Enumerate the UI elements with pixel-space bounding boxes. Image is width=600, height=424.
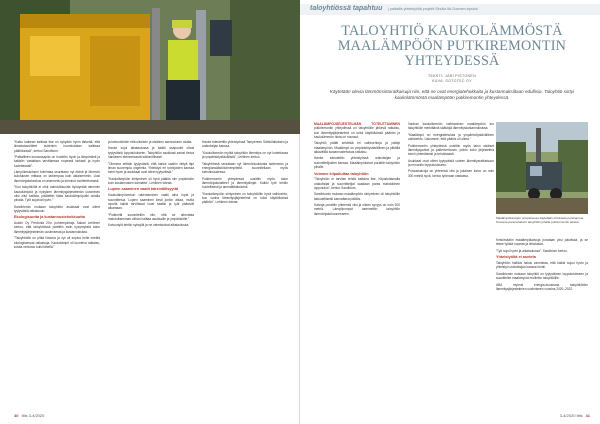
page-number: 41	[585, 413, 590, 418]
paragraph: ”Maalämpö on energiatehokas ja ympäristöystävällinen vaihtoehto. Uskomme, että päätös oli oikea.”	[408, 132, 494, 142]
paragraph: ”Kaukolämmön myötä taloyhtiön lämmitys on nyt luotettavaa ja ympäristöystävällistä”, Lehtinen kertoo.	[202, 150, 288, 160]
paragraph: Putkiremontin yhteydessä uusittiin myös talon sisäiset lämmitysputket ja patteriverkosto, jolloin koko järjestelmä toimii yhtenäisesti ja tehokkaasti.	[408, 143, 494, 157]
paragraph: Vanhan kaukolämmön vaihtaminen maalämpöön tuo taloyhtiölle merkittäviä säästöjä lämmityskustannuksissa.	[408, 122, 494, 131]
byline	[318, 74, 586, 84]
paragraph: Sandblomin mukaan maalämpöön siirtyminen oli taloyhtiölle taloudellisesti kannattava päätös.	[314, 192, 400, 201]
subheading: Ekologisuutta ja kustannustehokkuutta	[14, 215, 85, 220]
photo-drilling-truck	[496, 122, 588, 214]
paragraph: ABA myönsi energia-avustusta taloyhtiöiden lämmitysjärjestelmien uusimiseen vuosina 2020–2022.	[496, 282, 588, 291]
paragraph: Kaivoja porattiin yhteensä viisi ja niiden syvyys on noin 300 metriä. Lämpöpumput asennettiin taloyhtiön lämmönjakohuoneeseen.	[314, 203, 400, 216]
paragraph: Taloyhtiössä seurataan nyt lämmönkulutusta tarkemmin ja energiansäästötoimenpiteitä suunnitellaan myös tulevaisuudessa.	[202, 161, 288, 175]
paragraph: ”Kaukolämpöön siirtyminen on taloyhtiöille hyvä vaihtoehto, kun vanha lämmitysjärjestelmä on tullut käyttöikänsä päähän”, Lehtinen toteaa.	[202, 191, 288, 205]
byline-text: TEKSTI: JARI PISTONEN	[428, 74, 476, 78]
paragraph: Sandblomin mukaan taloyhtiö on tyytyväinen lopputulokseen ja suosittelee maalämpöä muillekin taloyhtiöille.	[496, 271, 588, 281]
paragraph: ja kaivuutöiden että ulkoisen ja sisäisen asennuksen osalta.	[108, 140, 193, 144]
section-kicker: taloyhtiössä tapahtuu	[310, 5, 383, 12]
photo-caption: Maalämpökaivojen porauksessa käytetään tehokasta poravaunua. Kuvassa porauskalusto taloyhtiön pihalla putkiremontin aikana.	[496, 216, 585, 224]
right-column-3	[496, 238, 588, 293]
paragraph: ”Putkireitti suunniteltiin niin, että se aiheuttaa mahdollisimman vähän haittaa asukkaille ja ympäristölle.”	[108, 212, 194, 221]
article-ingress: Käytetään olevia lämmönsiirtoratkaisuja niin, että ne ovat energiatehokkaita ja kustannuksiltaan edullisia. Taloyhtiö siirtyi kaukolämmöstä maalämpöön putkiremontin yhteydessä.	[329, 89, 575, 101]
left-column-2	[108, 140, 194, 230]
paragraph: ”Olemme erittäin tyytyväisiä, että hanke saatiin vietyä läpi ilman suurempia ongelmia. Yhteistyö eri toimijoiden kanssa toimi hyvin ja asukkaat ovat olleet tyytyväisiä.”	[108, 161, 194, 175]
paragraph: Kaivuutyöt tehtiin syksyllä ja ne valmistuivat aikataulussa.	[108, 223, 190, 228]
paragraph: ”Työ sujui hyvin ja aikataulussa”, Sandblom kertoo.	[496, 248, 568, 253]
paragraph: Austin Oy Perdonia 20:n puheenjohtaja Sakari Lehtinen kertoo, että taloyhtiössä pidettiin esiin kysymyksiä talon lämmitysjärjestelmän uusimisesta ja kustannuksista.	[14, 221, 100, 234]
paragraph: Lämpökeskuksen toimintaa seurataan nyt etänä ja lämmön kulutuksen mittaus on tarkempaa kuin aikaisemmin. Uusi lämmönjakokeskus on asennettu ja toiminut moitteettomasti.	[14, 170, 100, 183]
section-header	[300, 4, 600, 15]
paragraph: Taloyhtiön hallitus halusi varmistaa, että kaikki sujuu hyvin ja yhteistyö urakoitsijan kanssa toimii.	[496, 261, 588, 270]
folio-left	[14, 413, 44, 418]
paragraph: Kaukolämpöverkon rakentaminen vaatii aina lupia ja suunnittelua. Lupien saaminen kesti jonkin aikaa, mutta lopulta kaikki tarvittavat luvat saatiin ja työt pääsivät alkamaan.	[108, 193, 194, 211]
article-headline: TALOYHTIÖ KAUKOLÄMMÖSTÄ MAALÄMPÖÖN PUTKIREMONTIN YHTEYDESSÄ	[337, 23, 567, 69]
paragraph: Taloyhtiö päätti selvittää eri vaihtoehtoja ja päätyi maalämpöön. Maalämpö on ympäristöystävällinen ja pitkällä aikavälillä kustannustehokas ratkaisu.	[314, 141, 400, 154]
paragraph: Hanke toteutettiin yhteistyössä urakoitsijan ja suunnittelijoiden kanssa. Maalämpökaivot porattiin taloyhtiön pihalle.	[314, 156, 400, 170]
paragraph: ”Taloyhtiöllä on pitkä historia ja nyt oli sopiva hetki miettiä ekologisempia ratkaisuja. Kaukolämpö oli luonteva ratkaisu, koska verkosto kulki lähellä.”	[14, 236, 100, 249]
paragraph: Hanke toteutettiin yhteistyössä Tampereen Sähkölaitoksen ja urakoitsijan kanssa.	[202, 140, 288, 149]
paragraph: ”Kaukolämpöön siirtyminen oli hyvä päätös niin ympäristön kuin kustannusten kannalta”, Lehtinen toteaa.	[108, 176, 194, 185]
subheading: Yhteistyöltä ei aseteta	[496, 255, 536, 260]
paragraph: ”Kun taloyhtiöllä ei ollut mahdollisuutta hyödyntää aiemmin kaukolämpöä ja nykyisen lämmitysjärjestelmän uusiminen olisi ollut kallista, päätettiin tilata kaukolämpöputki omalla pihalla. Työt sujuivat hyvin.”	[14, 185, 100, 203]
subheading: Voimme kilpailuttaa taloyhtiön	[314, 171, 369, 176]
photo-illustration	[0, 0, 300, 134]
left-column-1	[14, 140, 100, 251]
folio-text: 3-4/2020 Iltis	[559, 413, 583, 418]
paragraph: putkiremontin yhteydessä on taloyhtiölle järkevä ratkaisu, kun lämmitysjärjestelmä on tullut käyttöikänsä päähän ja kaukolämmön hinta on noussut.	[314, 126, 400, 139]
lead-in: MAALÄMPÖJÄRJESTELMÄN TOTEUTTAMINEN	[314, 122, 400, 126]
folio-text: Iltis 3-4/2020	[21, 413, 45, 418]
paragraph: ”Paikallinen kunnossapito on hoidettu hyvin ja lämpimästi ja kaikkiin vastataan tarvittaessa nopeasti tarkasti ja hyvin luotettavasti”.	[14, 155, 100, 168]
paragraph: Keskimäärin maalämpökaivoja porataan yksi päivässä, ja se tekee työstä nopeaa ja tehokasta.	[496, 238, 588, 247]
paragraph: ”Taloyhtiön ei tarvitse tehdä kaikkea itse. Kilpailuttamalla urakoitsijat ja suunnittelijat saadaan paras mahdollinen lopputulos”, kertoo Sandblom.	[314, 177, 400, 190]
right-column-2	[408, 122, 494, 180]
paragraph: Sandblomin mukaan taloyhtiön asukkaat ovat olleet tyytyväisiä ratkaisuun.	[14, 204, 100, 213]
paragraph: Porauskaivoja on yhteensä viisi ja jokainen kaivo on noin 300 metriä syvä, kertoo työmaan vastaava.	[408, 169, 494, 178]
photo-worker-drilling-rig	[0, 0, 300, 134]
paragraph: Asukkaat ovat olleet tyytyväisiä uuteen lämmitysratkaisuun ja remontin lopputulokseen.	[408, 158, 494, 167]
paragraph: Hanke sujui aikataulussa ja kaikki osapuolet olivat tyytyväisiä lopputulokseen. Taloyhtiön asukkaat saivat tietoa hankkeen etenemisestä säännöllisesti.	[108, 146, 194, 160]
photo-illustration	[496, 122, 588, 214]
right-column-1	[314, 122, 400, 218]
paragraph: ”Kaiku kaikean kaikista itse on nykyään hyvin tärkeää, että ilmastotavoitteet kuitenkin huomioidaan kaikissa päätöksissä”, kertoo Sandblom.	[14, 140, 100, 153]
subheading: Lupien saaminen vaatii kärsivällisyyttä	[108, 187, 179, 192]
byline-photo: KUVA: SOTOTEC OY	[432, 79, 472, 83]
paragraph: Putkiremontin yhteydessä uusittiin myös talon lämmönjakolaitteet ja lämmityslinjat. Kaikki työt tehtiin huolellisesti ja ammattitaitoisesti.	[202, 176, 288, 190]
left-column-3	[202, 140, 288, 207]
page-number: 40	[14, 413, 19, 418]
section-kicker-sub: | paikallis yhteistyöltä projekti Sinulla Itä-Suomen lopuksi	[388, 7, 478, 11]
folio-right	[560, 413, 590, 418]
